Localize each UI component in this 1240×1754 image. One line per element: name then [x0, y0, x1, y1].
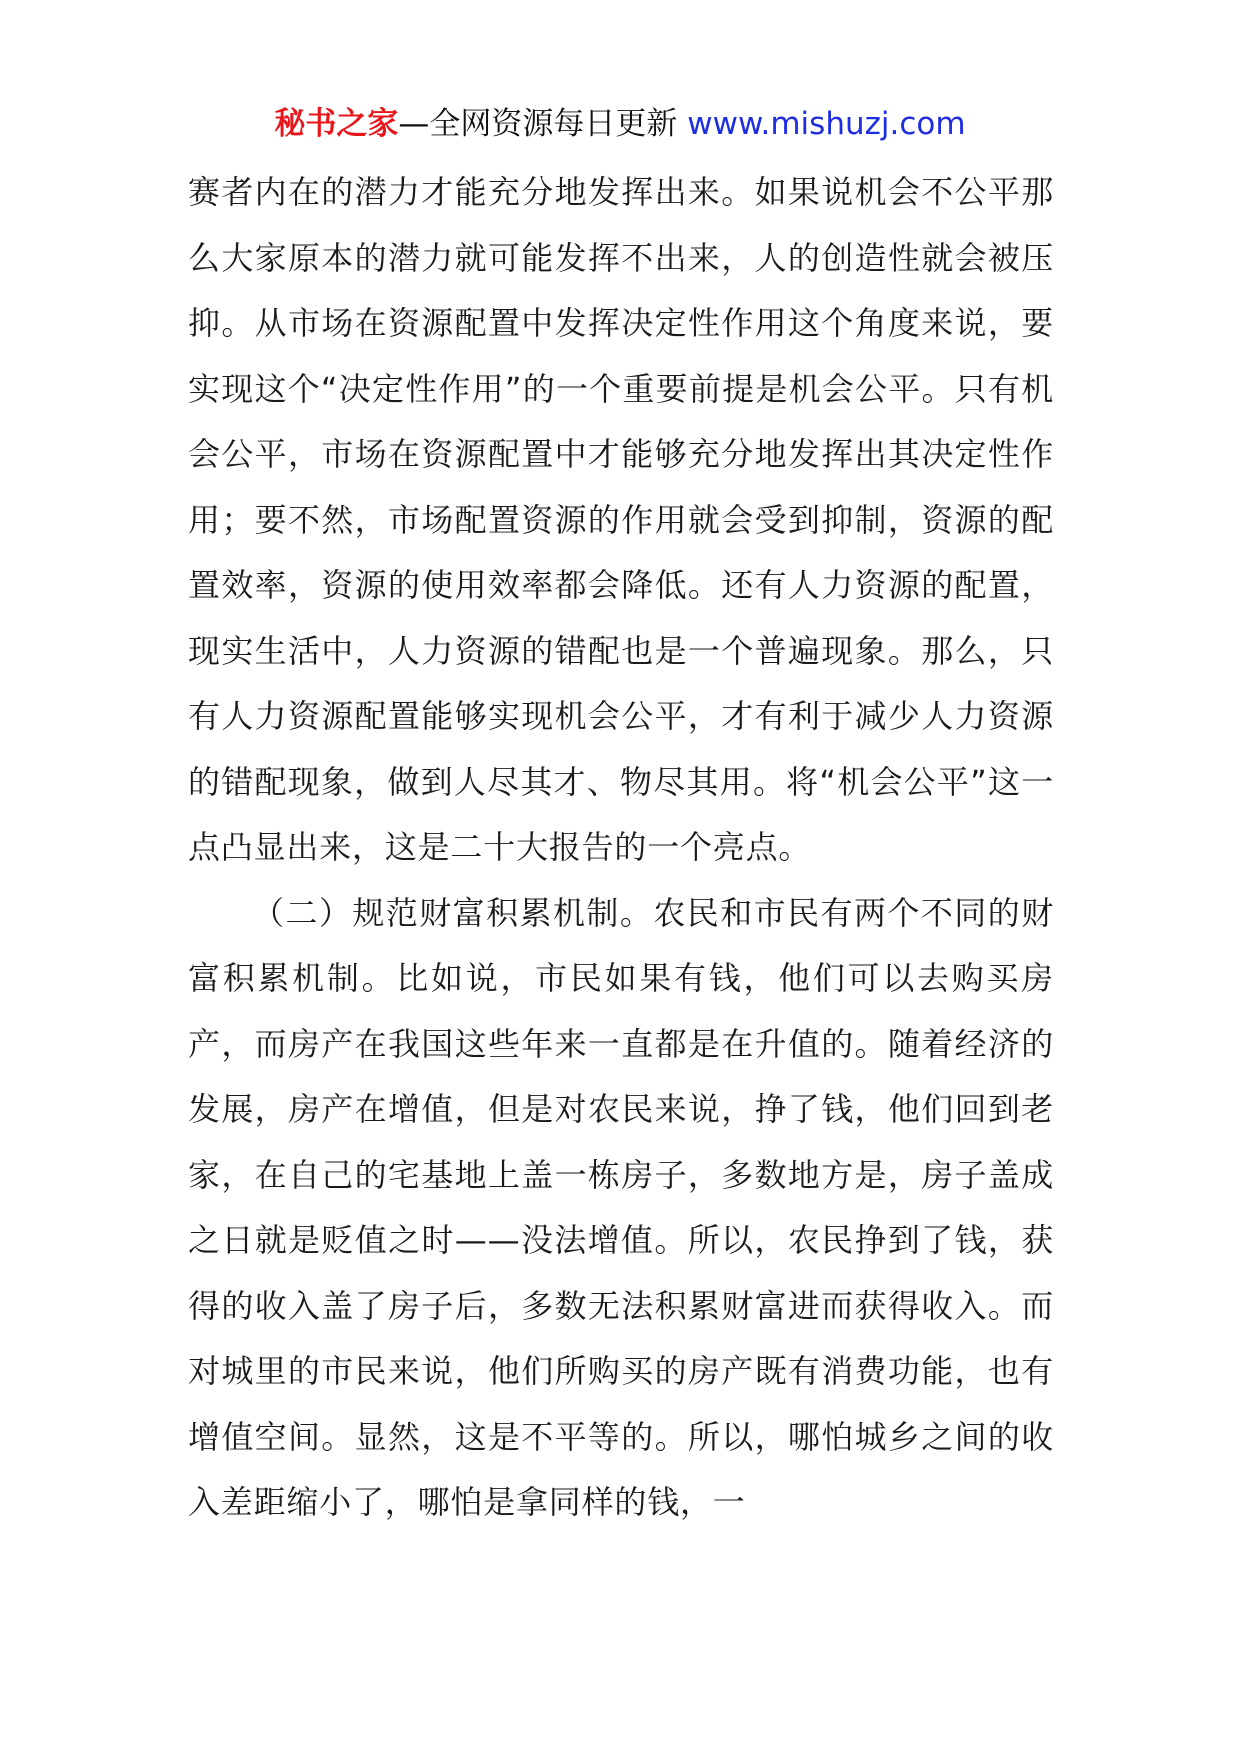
paragraph-2: （二）规范财富积累机制。农民和市民有两个不同的财富积累机制。比如说，市民如果有钱，他们可以去购买房产，而房产在我国这些年来一直都是在升值的。随着经济的发展，房产在增值，但是对农民来说，挣了钱，他们回到老家，在自己的宅基地上盖一栋房子，多数地方是，房子盖成之日就是贬值之时——没法增值。所以，农民挣到了钱，获得的收入盖了房子后，多数无法积累财富进而获得收入。而对城里的市民来说，他们所购买的房产既有消费功能，也有增值空间。显然，这是不平等的。所以，哪怕城乡之间的收入差距缩小了，哪怕是拿同样的钱，一 [188, 893, 1054, 1521]
header-tagline: —全网资源每日更新 [398, 106, 688, 142]
page-header [0, 100, 1240, 148]
document-body [188, 160, 1054, 1536]
header-brand: 秘书之家 [274, 106, 399, 142]
paragraph-1: 赛者内在的潜力才能充分地发挥出来。如果说机会不公平那么大家原本的潜力就可能发挥不出来，人的创造性就会被压抑。从市场在资源配置中发挥决定性作用这个角度来说，要实现这个“决定性作用”的一个重要前提是机会公平。只有机会公平，市场在资源配置中才能够充分地发挥出其决定性作用；要不然，市场配置资源的作用就会受到抑制，资源的配置效率，资源的使用效率都会降低。还有人力资源的配置，现实生活中，人力资源的错配也是一个普遍现象。那么，只有人力资源配置能够实现机会公平，才有利于减少人力资源的错配现象，做到人尽其才、物尽其用。将“机会公平”这一点凸显出来，这是二十大报告的一个亮点。 [188, 173, 1054, 866]
header-url-link[interactable]: www.mishuzj.com [687, 106, 966, 142]
